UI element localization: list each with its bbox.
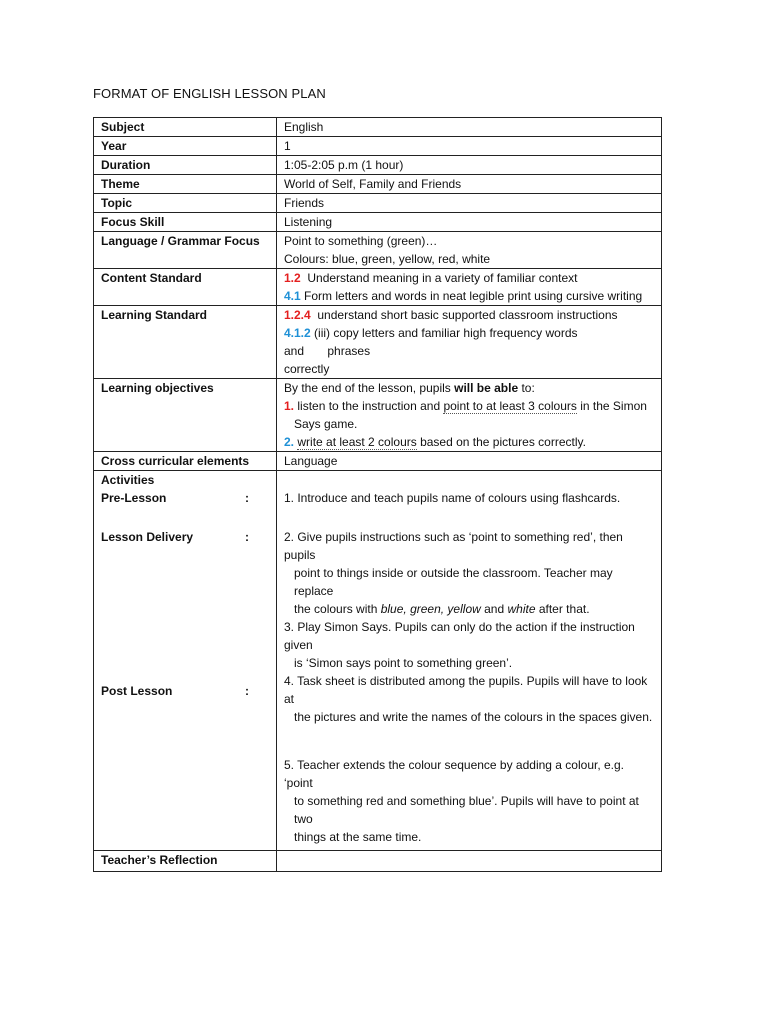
topic-label: Topic: [94, 194, 277, 213]
objective-underlined: point to at least 3 colours: [443, 399, 577, 413]
standard-code: 4.1: [284, 289, 301, 303]
table-row: [94, 452, 662, 471]
learning-standard-line-1: [284, 306, 654, 324]
objectives-intro-end: to:: [518, 381, 535, 395]
table-row: [94, 118, 662, 137]
colon: :: [245, 530, 249, 544]
standard-code: 4.1.2: [284, 326, 311, 340]
pre-lesson-label-line: [101, 489, 269, 507]
activity-text: after that.: [535, 602, 590, 616]
standard-text: (iii) copy letters and familiar high frequency words and: [284, 326, 578, 358]
content-standard-value: [277, 269, 662, 306]
theme-label: Theme: [94, 175, 277, 194]
content-standard-label: Content Standard: [94, 269, 277, 306]
table-row: [94, 379, 662, 452]
standard-text: Form letters and words in neat legible print using cursive writing: [304, 289, 643, 303]
lesson-delivery-label: Lesson Delivery: [101, 530, 194, 544]
table-row: [94, 306, 662, 379]
content-standard-line-2: [284, 287, 654, 305]
cross-curricular-value: Language: [277, 452, 662, 471]
subject-label: Subject: [94, 118, 277, 137]
objectives-value: [277, 379, 662, 452]
page-title: FORMAT OF ENGLISH LESSON PLAN: [93, 86, 326, 101]
duration-value: 1:05-2:05 p.m (1 hour): [277, 156, 662, 175]
table-row: [94, 851, 662, 872]
activity-5-line-1: 5. Teacher extends the colour sequence by adding a colour, e.g. ‘point: [284, 758, 625, 790]
table-row: [94, 156, 662, 175]
grammar-value: [277, 232, 662, 269]
activity-italic: white: [507, 602, 536, 616]
lesson-delivery-label-line: [101, 528, 269, 546]
activity-1: 1. Introduce and teach pupils name of colours using flashcards.: [284, 491, 621, 505]
activity-text: the colours with: [294, 602, 381, 616]
table-row: [94, 213, 662, 232]
table-row: [94, 175, 662, 194]
table-row: [94, 194, 662, 213]
table-row: [94, 232, 662, 269]
learning-standard-value: [277, 306, 662, 379]
objectives-intro-text: By the end of the lesson, pupils: [284, 381, 455, 395]
activity-2-line-3: [284, 600, 654, 618]
content-standard-line-1: [284, 269, 654, 287]
reflection-value: [277, 851, 662, 872]
post-lesson-label: Post Lesson: [101, 684, 173, 698]
grammar-line-1: Point to something (green)…: [284, 234, 438, 248]
objective-1-continued: Says game.: [294, 417, 358, 431]
focus-skill-label: Focus Skill: [94, 213, 277, 232]
year-value: 1: [277, 137, 662, 156]
cross-curricular-label: Cross curricular elements: [94, 452, 277, 471]
objective-number: 2.: [284, 435, 295, 449]
table-row: [94, 269, 662, 306]
activity-italic: blue, green, yellow: [380, 602, 481, 616]
objective-text: in the Simon: [576, 399, 647, 413]
colon: :: [245, 491, 249, 505]
table-row: [94, 471, 662, 851]
objective-underlined: write at least 2 colours: [297, 435, 417, 449]
activities-label-cell: [94, 471, 277, 851]
objective-1: [284, 397, 654, 415]
grammar-line-2: Colours: blue, green, yellow, red, white: [284, 252, 491, 266]
year-label: Year: [94, 137, 277, 156]
topic-value: Friends: [277, 194, 662, 213]
activity-4-line-2: the pictures and write the names of the colours in the spaces given.: [294, 710, 653, 724]
pre-lesson-label: Pre-Lesson: [101, 491, 167, 505]
activity-3-line-2: is ‘Simon says point to something green’.: [294, 656, 513, 670]
objective-number: 1.: [284, 399, 295, 413]
learning-standard-line-2: [284, 324, 654, 360]
colon: :: [245, 684, 249, 698]
activity-4-line-1: 4. Task sheet is distributed among the pupils. Pupils will have to look at: [284, 674, 648, 706]
focus-skill-value: Listening: [277, 213, 662, 232]
objective-text: based on the pictures correctly.: [416, 435, 586, 449]
activity-5-line-2: to something red and something blue’. Pupils will have to point at two: [294, 794, 639, 826]
activity-2-line-1: 2. Give pupils instructions such as ‘point to something red’, then pupils: [284, 530, 623, 562]
learning-standard-line-3: correctly: [284, 362, 330, 376]
grammar-label: Language / Grammar Focus: [94, 232, 277, 269]
post-lesson-label-line: [101, 682, 269, 700]
lesson-plan-table: [93, 117, 662, 872]
activities-value: [277, 471, 662, 851]
activities-label: Activities: [101, 473, 155, 487]
learning-standard-label: Learning Standard: [94, 306, 277, 379]
activity-3-line-1: 3. Play Simon Says. Pupils can only do the action if the instruction given: [284, 620, 635, 652]
theme-value: World of Self, Family and Friends: [277, 175, 662, 194]
activity-5-line-3: things at the same time.: [294, 830, 422, 844]
standard-text: Understand meaning in a variety of familiar context: [307, 271, 578, 285]
objectives-intro: [284, 379, 654, 397]
standard-code: 1.2.4: [284, 308, 311, 322]
standard-text: phrases: [327, 344, 371, 358]
activity-text: and: [480, 602, 508, 616]
reflection-label: Teacher’s Reflection: [94, 851, 277, 872]
subject-value: English: [277, 118, 662, 137]
table-row: [94, 137, 662, 156]
standard-text: understand short basic supported classroom instructions: [317, 308, 618, 322]
objectives-label: Learning objectives: [94, 379, 277, 452]
duration-label: Duration: [94, 156, 277, 175]
objective-2: [284, 433, 654, 451]
objective-text: listen to the instruction and: [297, 399, 444, 413]
activity-2-line-2: point to things inside or outside the classroom. Teacher may replace: [294, 566, 613, 598]
objectives-intro-bold: will be able: [454, 381, 519, 395]
standard-code: 1.2: [284, 271, 301, 285]
